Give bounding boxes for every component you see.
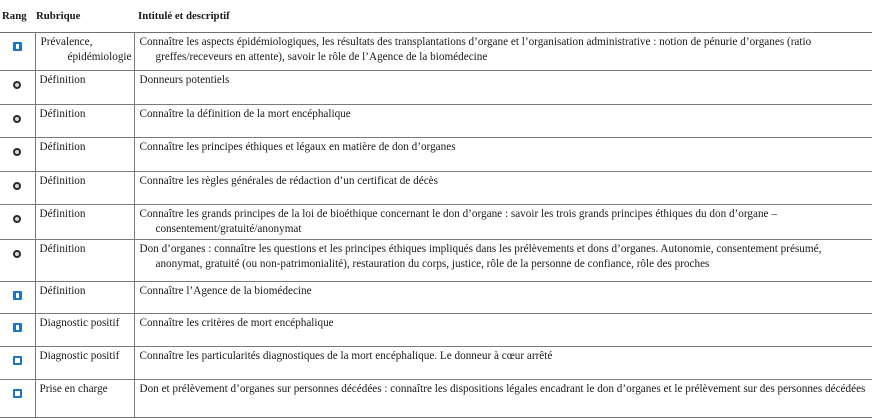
rubrique-cell	[35, 137, 134, 171]
table-row	[0, 379, 872, 417]
rang-cell	[0, 239, 35, 281]
rang-cell	[0, 104, 35, 137]
rubrique-cell	[35, 346, 134, 379]
intitule-text: Connaître l’Agence de la biomédecine	[139, 284, 312, 297]
table-row	[0, 32, 872, 70]
table-row	[0, 70, 872, 104]
rank-b-icon	[13, 389, 22, 398]
rubrique-label: Définition	[39, 284, 86, 297]
rang-cell	[0, 32, 35, 70]
table-row	[0, 239, 872, 281]
rubrique-label: Diagnostic positif	[39, 349, 120, 362]
rank-b-icon	[13, 291, 22, 300]
intitule-text: Donneurs potentiels	[139, 73, 230, 86]
intitule-text: Connaître la définition de la mort encéphalique	[139, 107, 351, 120]
rank-a-icon	[13, 182, 21, 190]
table-row	[0, 171, 872, 204]
intitule-cell	[134, 204, 872, 239]
rubrique-label: Définition	[39, 174, 86, 187]
rubrique-label: Définition	[39, 207, 86, 220]
rang-cell	[0, 346, 35, 379]
table-row	[0, 313, 872, 346]
rubrique-label-continued: épidémiologie	[67, 50, 132, 63]
rank-b-icon	[13, 42, 22, 51]
rubrique-label: Définition	[39, 242, 86, 255]
rubrique-label: Diagnostic positif	[39, 316, 120, 329]
rank-b-icon	[13, 323, 22, 332]
rubrique-label: Définition	[39, 107, 86, 120]
rank-a-icon	[13, 250, 21, 258]
intitule-cell	[134, 137, 872, 171]
rang-cell	[0, 379, 35, 417]
rubrique-cell	[35, 204, 134, 239]
rubrique-cell	[35, 379, 134, 417]
intitule-cell	[134, 104, 872, 137]
rubrique-cell	[35, 171, 134, 204]
intitule-cell	[134, 239, 872, 281]
rubrique-cell	[35, 32, 134, 70]
rang-cell	[0, 70, 35, 104]
intitule-text: Connaître les principes éthiques et légaux en matière de don d’organes	[139, 140, 456, 153]
header-intitule: Intitulé et descriptif	[134, 0, 872, 32]
table-row	[0, 137, 872, 171]
table-row	[0, 204, 872, 239]
rank-a-icon	[13, 215, 21, 223]
rank-a-icon	[13, 148, 21, 156]
rank-a-icon	[13, 115, 21, 123]
intitule-cell	[134, 171, 872, 204]
intitule-text: Connaître les particularités diagnostiques de la mort encéphalique. Le donneur à cœur arrêté	[139, 349, 553, 362]
intitule-cell	[134, 346, 872, 379]
intitule-cell	[134, 313, 872, 346]
header-rubrique: Rubrique	[35, 0, 134, 32]
intitule-text: Connaître les règles générales de rédaction d’un certificat de décès	[139, 174, 439, 187]
rubrique-label: Définition	[39, 73, 86, 86]
rubrique-label: Prévalence,	[40, 35, 93, 48]
rubrique-cell	[35, 281, 134, 313]
rank-b-icon	[13, 356, 22, 365]
rang-cell	[0, 137, 35, 171]
intitule-cell	[134, 281, 872, 313]
rubrique-label: Définition	[39, 140, 86, 153]
rang-cell	[0, 171, 35, 204]
intitule-text: Don d’organes : connaître les questions et les principes éthiques impliqués dans les prélèvements et dons d’organes. Autonomie, consentement présumé, anonymat, gratuité (ou non-patrimonialité), restauration du corps, justice, rôle de la personne de confiance, rôle des proches	[139, 242, 822, 270]
intitule-text: Connaître les critères de mort encéphalique	[139, 316, 334, 329]
rang-cell	[0, 313, 35, 346]
rubrique-cell	[35, 313, 134, 346]
intitule-text: Don et prélèvement d’organes sur personnes décédées : connaître les dispositions légales encadrant le don d’organes et le prélèvement sur des personnes décédées	[139, 382, 866, 395]
intitule-text: Connaître les grands principes de la loi de bioéthique concernant le don d’organe : savoir les trois grands principes éthiques du don d’organe – consentement/gratuité/anonymat	[139, 207, 777, 235]
table-row	[0, 104, 872, 137]
intitule-cell	[134, 379, 872, 417]
rank-a-icon	[13, 81, 21, 89]
rang-cell	[0, 281, 35, 313]
table-header-row	[0, 0, 872, 32]
header-rang: Rang	[0, 0, 35, 32]
rubrique-cell	[35, 239, 134, 281]
table-row	[0, 281, 872, 313]
table-row	[0, 346, 872, 379]
intitule-cell	[134, 70, 872, 104]
rang-cell	[0, 204, 35, 239]
rubrique-cell	[35, 104, 134, 137]
intitule-cell	[134, 32, 872, 70]
rubrique-label: Prise en charge	[39, 382, 108, 395]
intitule-text: Connaître les aspects épidémiologiques, les résultats des transplantations d’organe et l’organisation administrative : notion de pénurie d’organes (ratio greffes/receveurs en attente), savoir le rôle de l’Agence de la biomédecine	[139, 35, 812, 63]
rubrique-cell	[35, 70, 134, 104]
